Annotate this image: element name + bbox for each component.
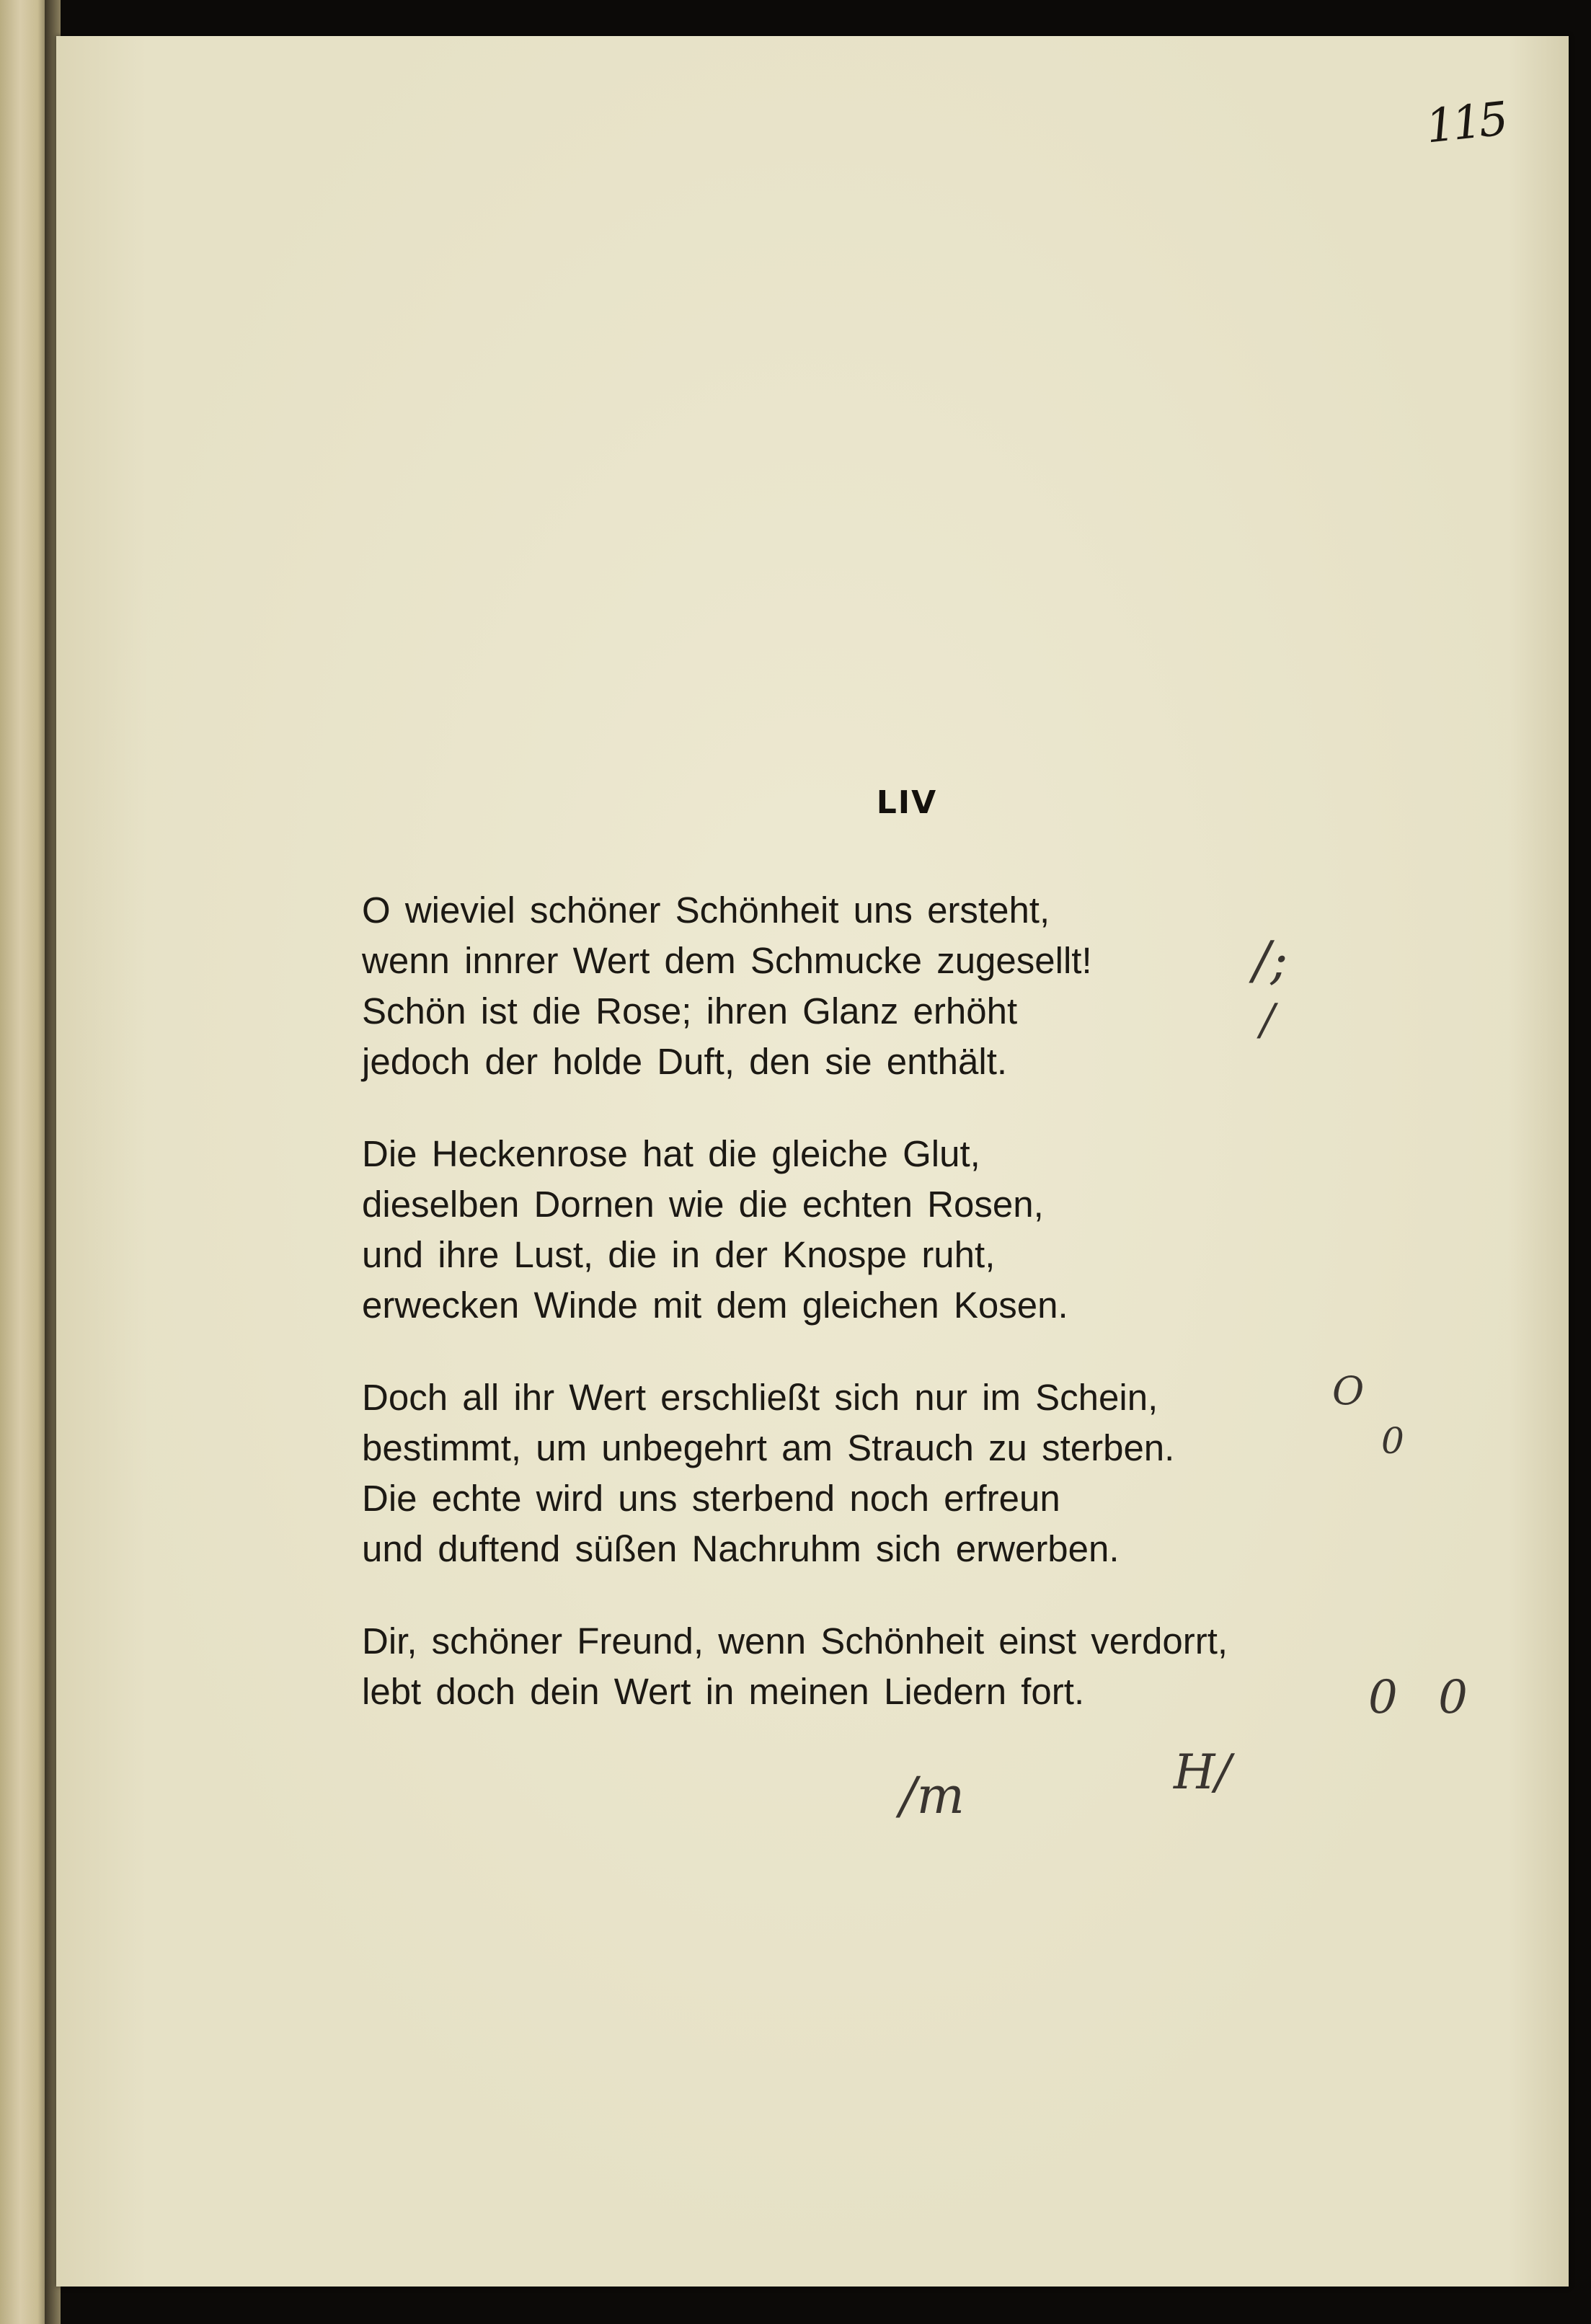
- poem-line: Doch all ihr Wert erschließt sich nur im Schein,: [362, 1377, 1158, 1418]
- poem-line: dieselben Dornen wie die echten Rosen,: [362, 1184, 1044, 1225]
- pencil-annotation: 0: [1381, 1420, 1404, 1462]
- pencil-annotation: /;: [1253, 930, 1288, 990]
- poem-line: Die echte wird uns sterbend noch erfreun: [362, 1478, 1060, 1519]
- poem-line: und duftend süßen Nachruhm sich erwerben.: [362, 1528, 1120, 1569]
- poem-line: Schön ist die Rose; ihren Glanz erhöht: [362, 990, 1018, 1032]
- stanza: [362, 1129, 1458, 1331]
- poem-line: und ihre Lust, die in der Knospe ruht,: [362, 1234, 996, 1275]
- poem-line: jedoch der holde Duft, den sie enthält.: [362, 1041, 1008, 1082]
- poem-line: lebt doch dein Wert in meinen Liedern fort.: [362, 1671, 1085, 1712]
- stanza: [362, 1372, 1458, 1574]
- poem-line: wenn innrer Wert dem Schmucke zugesellt!: [362, 940, 1092, 981]
- poem-line: Dir, schöner Freund, wenn Schönheit einst verdorrt,: [362, 1620, 1228, 1662]
- left-page-edge: [0, 0, 50, 2324]
- pencil-annotation: H/: [1174, 1744, 1231, 1800]
- stanza: [362, 1616, 1458, 1717]
- poem-body: [362, 885, 1458, 1717]
- poem-line: bestimmt, um unbegehrt am Strauch zu sterben.: [362, 1427, 1175, 1468]
- pencil-annotation: 0 0: [1368, 1671, 1481, 1724]
- stanza: [362, 885, 1458, 1087]
- poem-line: Die Heckenrose hat die gleiche Glut,: [362, 1133, 980, 1174]
- poem-line: O wieviel schöner Schönheit uns ersteht,: [362, 890, 1050, 931]
- pencil-annotation: O: [1332, 1368, 1365, 1414]
- pencil-annotation: /: [1260, 995, 1275, 1045]
- handwritten-page-number: 115: [1423, 92, 1508, 154]
- poem-heading: LIV: [876, 784, 938, 821]
- page: [56, 36, 1569, 2287]
- poem-line: erwecken Winde mit dem gleichen Kosen.: [362, 1285, 1068, 1326]
- pencil-annotation: /m: [900, 1766, 965, 1825]
